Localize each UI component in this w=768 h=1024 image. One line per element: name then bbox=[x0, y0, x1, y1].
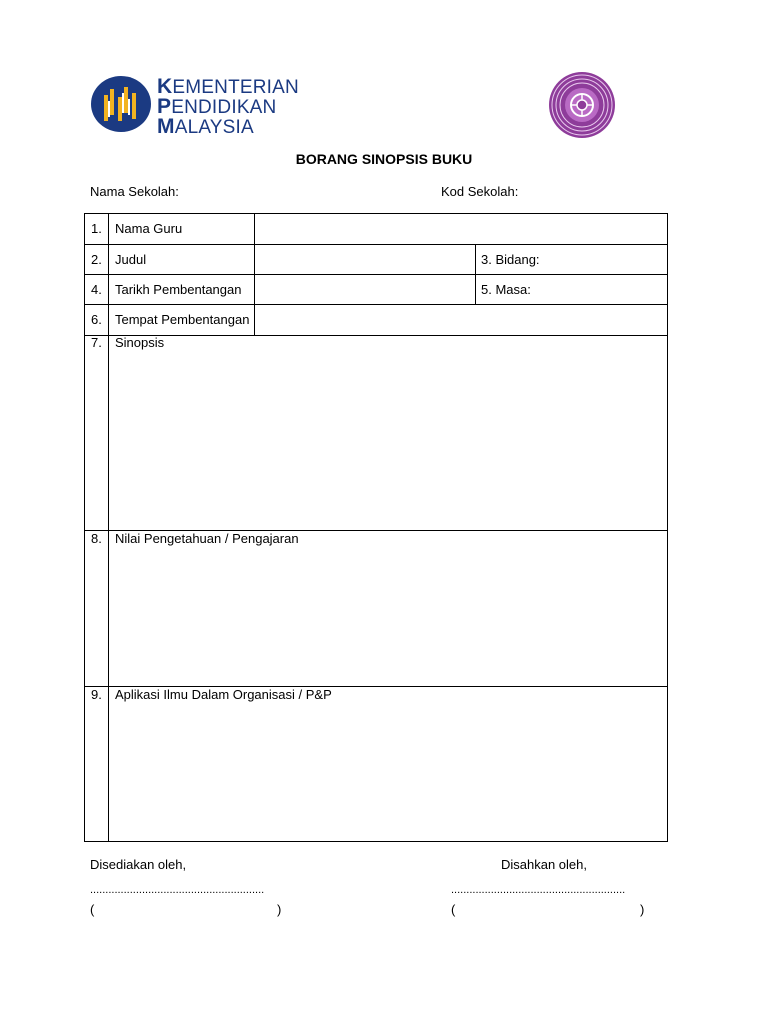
table-border-top bbox=[84, 213, 668, 214]
row-number: 1. bbox=[91, 221, 102, 236]
open-paren: ( bbox=[90, 902, 95, 917]
signature-line-prepared: ......................................................... bbox=[90, 884, 265, 896]
synopsis-label: Sinopsis bbox=[115, 335, 165, 350]
knowledge-value-label: Nilai Pengetahuan / Pengajaran bbox=[115, 531, 299, 546]
presentation-venue-label: Tempat Pembentangan bbox=[115, 312, 250, 327]
kpm-emblem-icon bbox=[90, 75, 152, 133]
row-divider bbox=[84, 244, 668, 245]
form-title: BORANG SINOPSIS BUKU bbox=[295, 151, 473, 167]
row-number: 2. bbox=[91, 252, 102, 267]
book-title-label: Judul bbox=[115, 252, 147, 267]
logo-line-2: PENDIDIKAN bbox=[157, 95, 277, 118]
row-divider bbox=[84, 274, 668, 275]
extra-column-divider bbox=[475, 244, 476, 304]
logo-line-1: KEMENTERIAN bbox=[157, 75, 299, 98]
close-paren: ) bbox=[277, 902, 282, 917]
table-border-left bbox=[84, 213, 85, 842]
knowledge-application-label: Aplikasi Ilmu Dalam Organisasi / P&P bbox=[115, 687, 332, 702]
ministry-logo-text bbox=[157, 77, 299, 137]
form-table bbox=[84, 213, 668, 842]
table-border-bottom bbox=[84, 841, 668, 842]
signature-line-approved: ......................................................... bbox=[451, 884, 626, 896]
number-column-divider bbox=[108, 213, 109, 842]
prepared-by-label: Disediakan oleh, bbox=[90, 857, 187, 872]
purple-seal-icon bbox=[548, 71, 616, 139]
row-number: 4. bbox=[91, 282, 102, 297]
row-number: 6. bbox=[91, 312, 102, 327]
row-number: 8. bbox=[91, 531, 102, 546]
logo-line-3: MALAYSIA bbox=[157, 115, 254, 138]
teacher-name-label: Nama Guru bbox=[115, 221, 183, 236]
school-name-label: Nama Sekolah: bbox=[90, 184, 179, 199]
time-label: 5. Masa: bbox=[481, 282, 531, 297]
row-number: 7. bbox=[91, 335, 102, 350]
row-number: 9. bbox=[91, 687, 102, 702]
row-divider bbox=[84, 335, 668, 336]
row-divider bbox=[84, 304, 668, 305]
label-column-divider bbox=[254, 213, 255, 335]
approved-by-label: Disahkan oleh, bbox=[501, 857, 587, 872]
field-label: 3. Bidang: bbox=[481, 252, 540, 267]
presentation-date-label: Tarikh Pembentangan bbox=[115, 282, 242, 297]
table-border-right bbox=[667, 213, 668, 842]
open-paren: ( bbox=[451, 902, 456, 917]
school-code-label: Kod Sekolah: bbox=[441, 184, 519, 199]
close-paren: ) bbox=[640, 902, 645, 917]
